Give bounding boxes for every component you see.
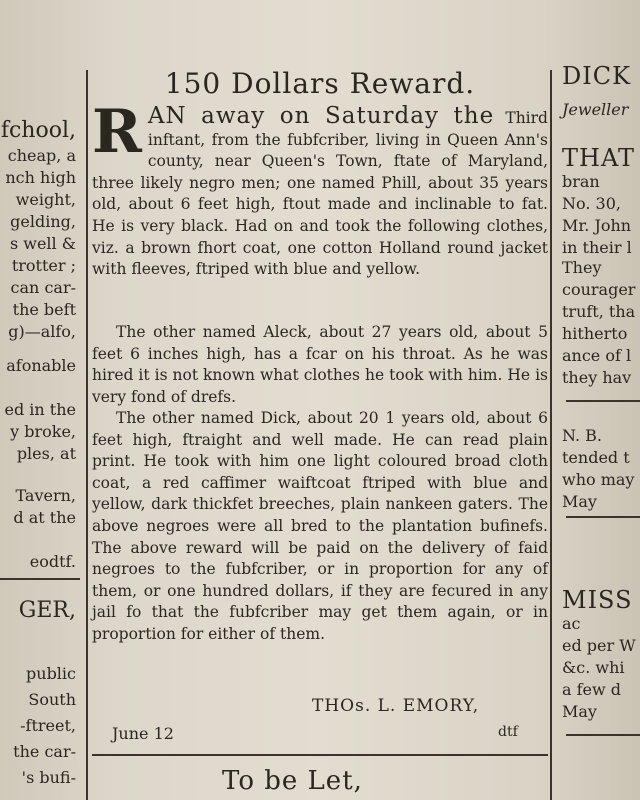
- right-line: who may: [562, 470, 635, 489]
- right-line: May: [562, 702, 597, 721]
- column-rule-left: [86, 70, 88, 800]
- ad-date: June 12: [112, 724, 174, 743]
- left-line: g)—alfo,: [8, 322, 76, 341]
- left-line: fchool,: [0, 118, 76, 143]
- right-line: they hav: [562, 368, 632, 387]
- left-line: the beft: [12, 300, 76, 319]
- left-line: weight,: [15, 190, 76, 209]
- right-line: May: [562, 492, 597, 511]
- right-line: MISS: [562, 586, 633, 614]
- left-column: [0, 0, 80, 800]
- left-line: can car-: [10, 278, 76, 297]
- right-line: ance of l: [562, 346, 632, 365]
- ad-paragraph-3: [92, 408, 548, 646]
- right-line: hitherto: [562, 324, 628, 343]
- ad-separator-rule: [92, 754, 548, 756]
- left-line: the car-: [13, 742, 76, 761]
- right-line: ac: [562, 614, 581, 633]
- right-line: DICK: [562, 62, 632, 90]
- left-line: cheap, a: [7, 146, 76, 165]
- left-line: nch high: [5, 168, 76, 187]
- left-line: GER,: [18, 598, 76, 623]
- left-line: public: [26, 664, 76, 683]
- left-line: South: [28, 690, 76, 709]
- left-line: -ftreet,: [20, 716, 76, 735]
- left-line: 's bufi-: [21, 768, 76, 787]
- right-line: truft, tha: [562, 302, 636, 321]
- left-line: trotter ;: [11, 256, 76, 275]
- right-line: No. 30,: [562, 194, 621, 213]
- right-line: ed per W: [562, 636, 636, 655]
- ad-paragraph-1: [92, 97, 548, 281]
- ad-paragraph-2-text: The other named Aleck, about 27 years old, about 5 feet 6 inches high, has a fcar on his throat. As he was hired it is not known what clothes he took with him. He is very fond of drefs.: [92, 323, 548, 406]
- ad-lead-words: AN away on Saturday the: [147, 103, 495, 129]
- ad-title: 150 Dollars Reward.: [164, 67, 476, 100]
- column-rule-right: [550, 70, 552, 800]
- right-line: THAT: [562, 144, 635, 172]
- right-line: courager: [562, 280, 636, 299]
- left-line: ed in the: [4, 400, 76, 419]
- right-line: They: [562, 258, 602, 277]
- left-line: Tavern,: [15, 486, 76, 505]
- drop-cap: R: [92, 97, 142, 167]
- left-line: gelding,: [10, 212, 76, 231]
- left-line: s well &: [9, 234, 76, 253]
- right-line: bran: [562, 172, 600, 191]
- right-column: [556, 0, 640, 800]
- ad-signature: THOs. L. EMORY,: [312, 696, 480, 716]
- left-line: afonable: [6, 356, 76, 375]
- right-line: N. B.: [562, 426, 602, 445]
- ad-paragraph-2: [92, 322, 548, 408]
- right-line: a few d: [562, 680, 622, 699]
- ad-paragraph-3-text: The other named Dick, about 20 1 years old, about 6 feet high, ftraight and well made. He can read plain print. He took with him one light coloured broad cloth coat, a red caffimer waiftcoat ftriped with blue and yellow, dark thickfet breeches, plain nankeen gaters. The above negroes were all bred to the plantation bufinefs. The above reward will be paid on the delivery of faid negroes to the fubfcriber, or in proportion for any of them, or one hundred dollars, if they are fecured in any jail fo that the fubfcriber may get them again, or in proportion for either of them.: [92, 409, 548, 643]
- left-line: ples, at: [16, 444, 76, 463]
- left-line: y broke,: [10, 422, 76, 441]
- ad-dtf: dtf: [498, 724, 518, 740]
- to-be-let-heading: To be Let,: [222, 766, 363, 796]
- left-line: d at the: [13, 508, 76, 527]
- right-line: Mr. John: [562, 216, 632, 235]
- right-line: in their l: [562, 238, 632, 257]
- left-line: eodtf.: [29, 552, 76, 571]
- right-line: &c. whi: [562, 658, 625, 677]
- right-line: tended t: [562, 448, 630, 467]
- ad-paragraph-1-text: Third inftant, from the fubfcriber, living in Queen Ann's county, near Queen's Town, ftate of Maryland, three likely negro men; one named Phill, about 35 years old, about 6 feet high, ftout made and inclinable to fat. He is very black. Had on and took the following clothes, viz. a brown fhort coat, one cotton Holland round jacket with fleeves, ftriped with blue and yellow.: [92, 109, 548, 279]
- right-line: Jeweller: [562, 100, 629, 119]
